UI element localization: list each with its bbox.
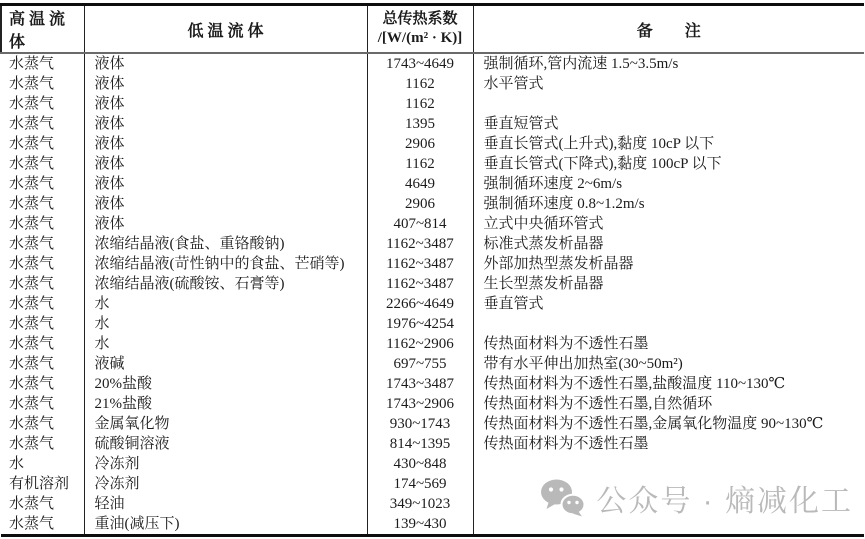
header-coefficient-title: 总传热系数 — [382, 11, 458, 27]
cell-hot-fluid: 水蒸气 — [9, 276, 55, 292]
cell-cold-fluid: 浓缩结晶液(苛性钠中的食盐、芒硝等) — [84, 254, 367, 274]
cell-cold-fluid: 轻油 — [84, 494, 367, 514]
cell-hot-fluid: 水蒸气 — [9, 356, 55, 372]
cell-remark: 垂直短管式 — [473, 114, 864, 134]
heat-transfer-coefficient-table — [0, 3, 864, 537]
cell-cold-fluid: 21%盐酸 — [84, 394, 367, 414]
cell-cold-fluid: 液体 — [84, 134, 367, 154]
cell-cold-fluid: 液体 — [84, 194, 367, 214]
cell-hot-fluid: 水蒸气 — [9, 496, 55, 512]
table-row — [1, 214, 864, 234]
cell-hot-fluid: 水蒸气 — [9, 236, 55, 252]
cell-coefficient: 1395 — [367, 114, 473, 134]
cell-cold-fluid: 浓缩结晶液(食盐、重铬酸钠) — [84, 234, 367, 254]
table-row — [1, 154, 864, 174]
cell-coefficient: 1743~2906 — [367, 394, 473, 414]
cell-cold-fluid: 液体 — [84, 214, 367, 234]
cell-coefficient: 1162~3487 — [367, 254, 473, 274]
cell-hot-fluid: 水蒸气 — [9, 256, 55, 272]
cell-coefficient: 2906 — [367, 134, 473, 154]
table-row — [1, 194, 864, 214]
table-header — [1, 5, 864, 54]
cell-hot-fluid: 水蒸气 — [9, 296, 55, 312]
cell-hot-fluid: 水蒸气 — [9, 196, 55, 212]
header-hot-fluid: 高 温 流 体 — [1, 5, 84, 54]
cell-remark: 外部加热型蒸发析晶器 — [473, 254, 864, 274]
cell-remark: 生长型蒸发析晶器 — [473, 274, 864, 294]
table-row — [1, 234, 864, 254]
cell-hot-fluid: 水蒸气 — [9, 176, 55, 192]
cell-hot-fluid: 水蒸气 — [9, 116, 55, 132]
cell-hot-fluid: 水蒸气 — [9, 436, 55, 452]
cell-coefficient: 407~814 — [367, 214, 473, 234]
cell-coefficient: 2266~4649 — [367, 294, 473, 314]
cell-remark: 标准式蒸发析晶器 — [473, 234, 864, 254]
cell-coefficient: 1743~3487 — [367, 374, 473, 394]
table-row — [1, 74, 864, 94]
cell-hot-fluid: 水蒸气 — [9, 216, 55, 232]
cell-cold-fluid: 液体 — [84, 74, 367, 94]
cell-remark: 传热面材料为不透性石墨,自然循环 — [473, 394, 864, 414]
cell-hot-fluid: 有机溶剂 — [9, 476, 70, 492]
table-row — [1, 254, 864, 274]
cell-hot-fluid: 水蒸气 — [9, 416, 55, 432]
cell-hot-fluid: 水蒸气 — [9, 316, 55, 332]
cell-remark — [473, 314, 864, 334]
cell-remark: 传热面材料为不透性石墨 — [473, 334, 864, 354]
header-remark: 备 注 — [473, 5, 864, 54]
cell-hot-fluid: 水蒸气 — [9, 396, 55, 412]
cell-hot-fluid: 水蒸气 — [9, 136, 55, 152]
table-row — [1, 114, 864, 134]
cell-cold-fluid: 液体 — [84, 154, 367, 174]
cell-hot-fluid: 水蒸气 — [9, 96, 55, 112]
cell-hot-fluid: 水蒸气 — [9, 376, 55, 392]
cell-cold-fluid: 水 — [84, 314, 367, 334]
cell-hot-fluid: 水蒸气 — [9, 76, 55, 92]
cell-remark: 强制循环速度 2~6m/s — [473, 174, 864, 194]
cell-hot-fluid: 水蒸气 — [9, 56, 55, 72]
table-row — [1, 414, 864, 434]
cell-cold-fluid: 液体 — [84, 174, 367, 194]
cell-remark: 垂直长管式(上升式),黏度 10cP 以下 — [473, 134, 864, 154]
cell-remark — [473, 94, 864, 114]
cell-remark: 带有水平伸出加热室(30~50m²) — [473, 354, 864, 374]
table-row — [1, 354, 864, 374]
cell-cold-fluid: 冷冻剂 — [84, 454, 367, 474]
cell-cold-fluid: 液体 — [84, 94, 367, 114]
cell-cold-fluid: 水 — [84, 334, 367, 354]
cell-coefficient: 174~569 — [367, 474, 473, 494]
table-row — [1, 334, 864, 354]
table-row — [1, 454, 864, 474]
cell-cold-fluid: 液碱 — [84, 354, 367, 374]
cell-cold-fluid: 20%盐酸 — [84, 374, 367, 394]
cell-hot-fluid: 水蒸气 — [9, 156, 55, 172]
cell-coefficient: 1976~4254 — [367, 314, 473, 334]
table-row — [1, 53, 864, 74]
cell-coefficient: 1162~2906 — [367, 334, 473, 354]
cell-coefficient: 1162~3487 — [367, 274, 473, 294]
cell-cold-fluid: 重油(减压下) — [84, 514, 367, 536]
cell-coefficient: 1162 — [367, 94, 473, 114]
cell-cold-fluid: 硫酸铜溶液 — [84, 434, 367, 454]
cell-remark: 强制循环,管内流速 1.5~3.5m/s — [473, 53, 864, 74]
table-body — [1, 53, 864, 536]
cell-remark: 垂直长管式(下降式),黏度 100cP 以下 — [473, 154, 864, 174]
cell-coefficient: 930~1743 — [367, 414, 473, 434]
cell-remark: 传热面材料为不透性石墨 — [473, 434, 864, 454]
cell-remark: 传热面材料为不透性石墨,金属氧化物温度 90~130℃ — [473, 414, 864, 434]
cell-coefficient: 1162~3487 — [367, 234, 473, 254]
table-row — [1, 94, 864, 114]
header-coefficient — [367, 5, 473, 54]
cell-remark: 传热面材料为不透性石墨,盐酸温度 110~130℃ — [473, 374, 864, 394]
header-coefficient-unit: /[W/(m² · K)] — [377, 30, 463, 46]
table-row — [1, 394, 864, 414]
header-cold-fluid: 低 温 流 体 — [84, 5, 367, 54]
cell-hot-fluid: 水蒸气 — [9, 516, 55, 532]
table-row — [1, 374, 864, 394]
cell-cold-fluid: 液体 — [84, 53, 367, 74]
cell-cold-fluid: 液体 — [84, 114, 367, 134]
cell-coefficient: 2906 — [367, 194, 473, 214]
cell-coefficient: 1162 — [367, 74, 473, 94]
cell-coefficient: 1162 — [367, 154, 473, 174]
cell-remark: 立式中央循环管式 — [473, 214, 864, 234]
cell-coefficient: 349~1023 — [367, 494, 473, 514]
cell-coefficient: 139~430 — [367, 514, 473, 536]
cell-cold-fluid: 冷冻剂 — [84, 474, 367, 494]
table-row — [1, 434, 864, 454]
watermark — [540, 476, 853, 520]
cell-remark: 强制循环速度 0.8~1.2m/s — [473, 194, 864, 214]
table-row — [1, 174, 864, 194]
cell-hot-fluid: 水蒸气 — [9, 336, 55, 352]
cell-cold-fluid: 浓缩结晶液(硫酸铵、石膏等) — [84, 274, 367, 294]
cell-remark: 垂直管式 — [473, 294, 864, 314]
cell-coefficient: 430~848 — [367, 454, 473, 474]
cell-coefficient: 1743~4649 — [367, 53, 473, 74]
table-row — [1, 294, 864, 314]
table-row — [1, 274, 864, 294]
cell-coefficient: 4649 — [367, 174, 473, 194]
cell-remark — [473, 454, 864, 474]
wechat-icon — [540, 479, 586, 517]
table-row — [1, 314, 864, 334]
cell-cold-fluid: 金属氧化物 — [84, 414, 367, 434]
cell-hot-fluid: 水 — [9, 456, 25, 472]
table-row — [1, 134, 864, 154]
cell-coefficient: 697~755 — [367, 354, 473, 374]
cell-remark: 水平管式 — [473, 74, 864, 94]
watermark-text: 公众号 · 熵减化工 — [596, 485, 853, 518]
cell-coefficient: 814~1395 — [367, 434, 473, 454]
cell-cold-fluid: 水 — [84, 294, 367, 314]
